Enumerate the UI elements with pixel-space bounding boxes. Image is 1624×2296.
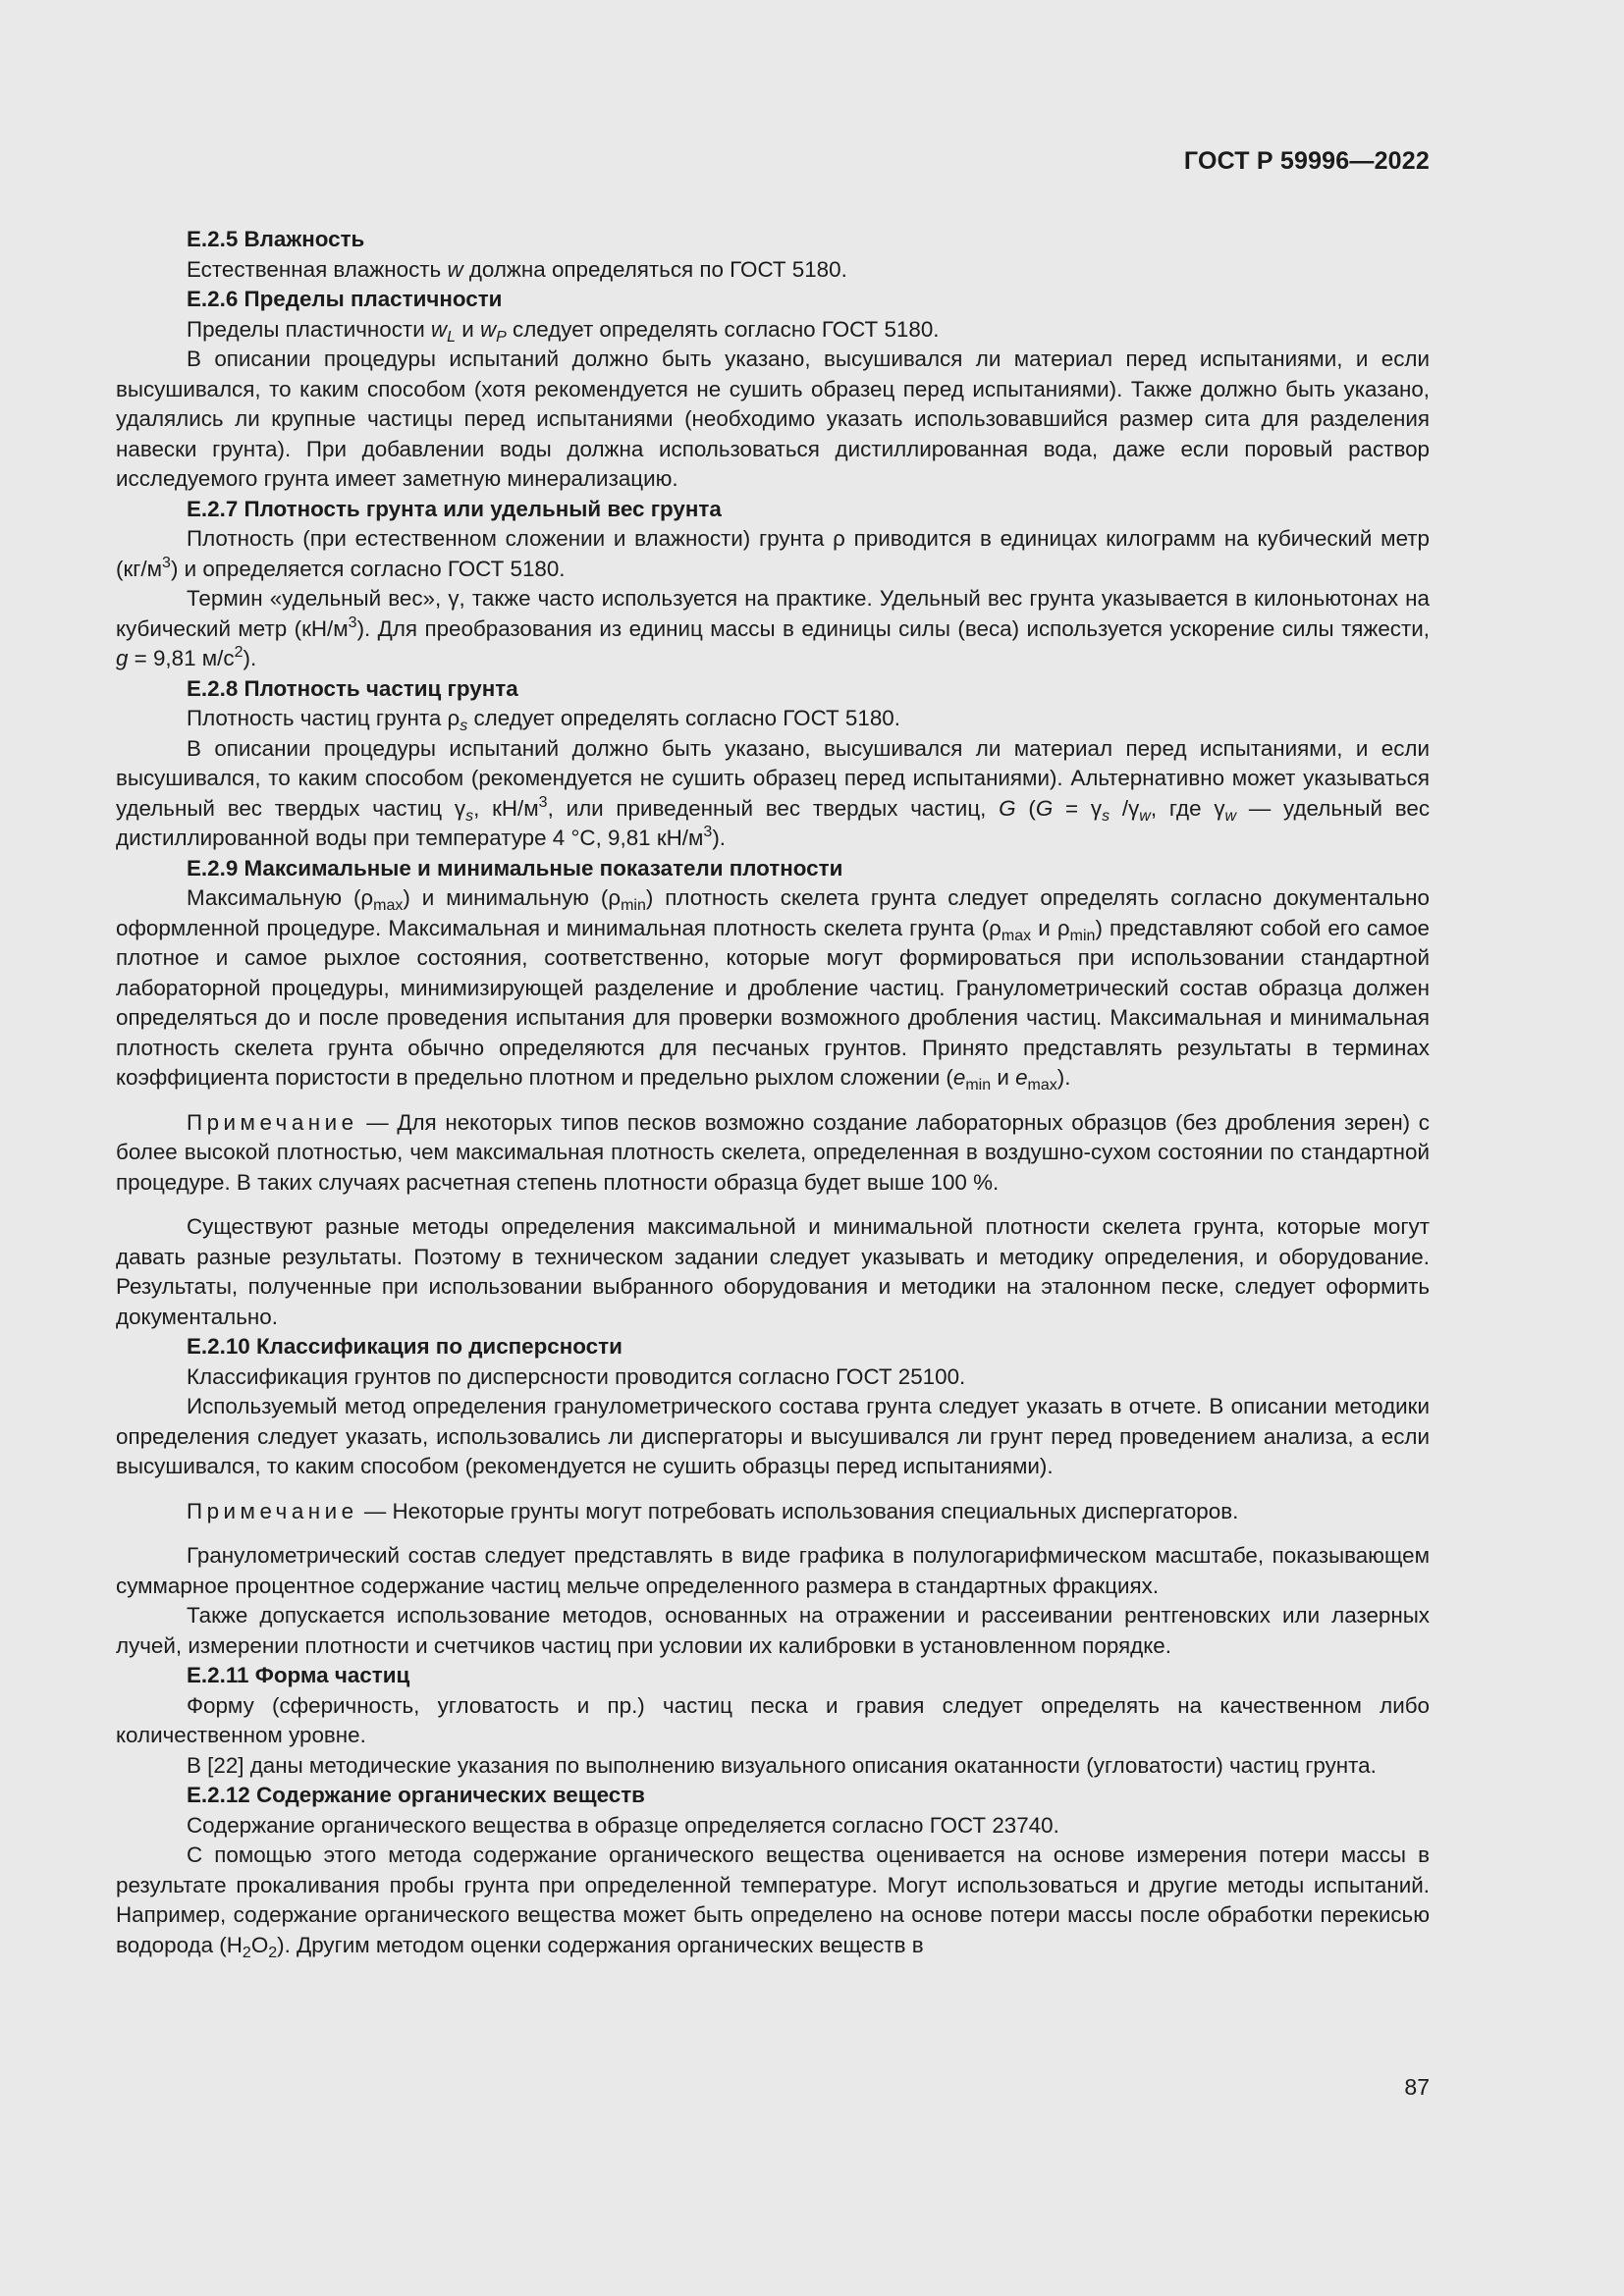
section-title-e-2-12: E.2.12 Содержание органических веществ <box>187 1783 645 1807</box>
paragraph: С помощью этого метода содержание органического вещества оценивается на основе измерения потери массы в результате прокаливания пробы грунта при определенной температуре. Могут использоваться и другие методы испытаний. Например, содержание органического вещества может быть определено на основе потери массы после обработки перекисью водорода $(H_2O_2)$. Другим методом оценки содержания органических веществ в <box>116 1842 1430 1961</box>
paragraph: Содержание органического вещества в образце определяется согласно ГОСТ 23740. <box>187 1812 1059 1838</box>
paragraph: Плотность частиц грунта $\rho_s$ следует определять согласно ГОСТ 5180. <box>187 706 900 734</box>
paragraph: Форму (сферичность, угловатость и пр.) частиц песка и гравия следует определять на качественном либо количественном уровне. <box>116 1692 1430 1747</box>
section-title-e-2-10: E.2.10 Классификация по дисперсности <box>187 1334 623 1359</box>
paragraph: Используемый метод определения гранулометрического состава грунта следует указать в отчете. В описании методики определения следует указать, использовались ли диспергаторы и высушивался ли грунт перед проведением анализа, а если высушивался, то каким способом (рекомендуется не сушить образцы перед испытаниями). <box>116 1394 1430 1478</box>
paragraph: Гранулометрический состав следует представлять в виде графика в полулогарифмическом масштабе, показывающем суммарное процентное содержание частиц мельче определенного размера в стандартных фракциях. <box>116 1543 1430 1598</box>
paragraph: В описании процедуры испытаний должно быть указано, высушивался ли материал перед испытаниями, и если высушивался, то каким способом (рекомендуется не сушить образец перед испытаниями). Альтернативно может указываться удельный вес твердых частиц $\gamma_s$, $кН/м^3$, или приведенный вес твердых частиц, G ($G = \gamma_s$ $/\gamma_w$, где $\gamma_w$ — удельный вес дистиллированной воды при температуре 4 °C, 9,81 $кН/м^3$). <box>116 735 1431 850</box>
section-title-e-2-6: E.2.6 Пределы пластичности <box>187 287 503 311</box>
section-title-e-2-5: E.2.5 Влажность <box>187 227 365 251</box>
paragraph: Термин «удельный вес», γ, также часто используется на практике. Удельный вес грунта указывается в килоньютонах на кубический метр $(кН/м^3)$. Для преобразования из единиц массы в единицы силы (веса) используется ускорение силы тяжести, g = 9,81 $м/с^2$). <box>116 586 1430 670</box>
paragraph: Плотность (при естественном сложении и влажности) грунта ρ приводится в единицах килограмм на кубический метр $(кг/м^3)$ и определяется согласно ГОСТ 5180. <box>116 526 1430 581</box>
paragraph: Пределы пластичности $w_L$ и $w_P$ следует определять согласно ГОСТ 5180. <box>187 316 940 346</box>
note: Примечание — Некоторые грунты могут потребовать использования специальных диспергаторов. <box>187 1498 1239 1523</box>
note: Примечание — Для некоторых типов песков возможно создание лабораторных образцов (без дробления зерен) с более высокой плотностью, чем максимальная плотность скелета, определенная в воздушно-сухом состоянии по стандартной процедуре. В таких случаях расчетная степень плотности образца будет выше 100 %. <box>116 1109 1430 1195</box>
paragraph: В описании процедуры испытаний должно быть указано, высушивался ли материал перед испытаниями, и если высушивался, то каким способом (хотя рекомендуется не сушить образец перед испытаниями). Также должно быть указано, удалялись ли крупные частицы перед испытаниями (необходимо указать использовавшийся размер сита для разделения навески грунта). При добавлении воды должна использоваться дистиллированная вода, даже если поровый раствор исследуемого грунта имеет заметную минерализацию. <box>116 347 1430 491</box>
paragraph: Классификация грунтов по дисперсности проводится согласно ГОСТ 25100. <box>187 1363 966 1389</box>
section-title-e-2-7: E.2.7 Плотность грунта или удельный вес грунта <box>187 496 722 521</box>
paragraph: Также допускается использование методов, основанных на отражении и рассеивании рентгеновских или лазерных лучей, измерении плотности и счетчиков частиц при условии их калибровки в установленном порядке. <box>116 1603 1430 1658</box>
paragraph: В [22] даны методические указания по выполнению визуального описания окатанности (угловатости) частиц грунта. <box>187 1752 1377 1778</box>
section-title-e-2-8: E.2.8 Плотность частиц грунта <box>187 675 518 701</box>
document-header: ГОСТ Р 59996—2022 <box>1183 147 1430 175</box>
section-title-e-2-9: E.2.9 Максимальные и минимальные показатели плотности <box>187 855 843 881</box>
paragraph: Существуют разные методы определения максимальной и минимальной плотности скелета грунта, которые могут давать разные результаты. Поэтому в техническом задании следует указывать и методику определения, и оборудование. Результаты, полученные при использовании выбранного оборудования и методики на эталонном песке, следует оформить документально. <box>116 1214 1430 1329</box>
note-label: Примечание <box>187 1498 358 1523</box>
page-number: 87 <box>1404 2074 1430 2100</box>
section-title-e-2-11: E.2.11 Форма частиц <box>187 1663 410 1687</box>
note-label: Примечание <box>187 1109 358 1135</box>
paragraph: Максимальную $(\rho_{max})$ и минимальную $(\rho_{min})$ плотность скелета грунта следует определять согласно документально оформленной процедуре. Максимальная и минимальная плотность скелета грунта ($\rho_{max}$ и $\rho_{min}$) представляют собой его самое плотное и самое рыхлое состояния, соответственно, которые могут формироваться при использовании стандартной лабораторной процедуры, минимизирующей разделение и дробление частиц. Гранулометрический состав образца должен определяться до и после проведения испытания для проверки возможного дробления частиц. Максимальная и минимальная плотность скелета грунта обычно определяются для песчаных грунтов. Принято представлять результаты в терминах коэффициента пористости в предельно плотном и предельно рыхлом сложении ($e_{min}$ и $e_{max}$). <box>116 885 1431 1094</box>
document-body <box>116 225 1430 1960</box>
paragraph: Естественная влажность w должна определяться по ГОСТ 5180. <box>187 256 847 282</box>
